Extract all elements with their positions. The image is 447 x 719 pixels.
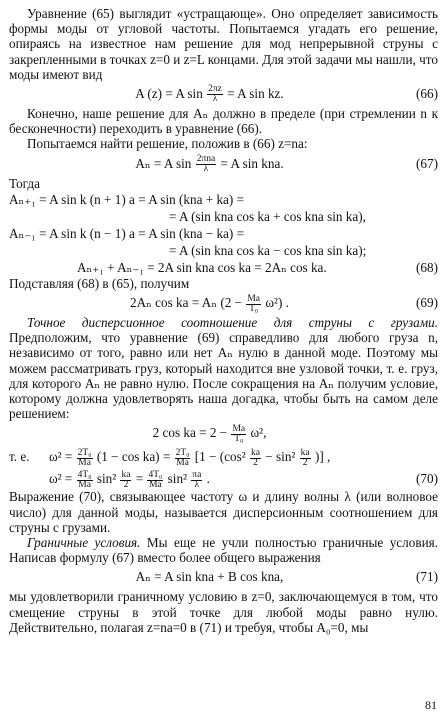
- eq67-fraction: [196, 155, 217, 174]
- paragraph-substitute: Подставляя (68) в (65), получим: [9, 275, 190, 291]
- equation-66: [9, 82, 438, 106]
- eq68-line-1: Aₙ₊₁ = A sin k (n + 1) a = A sin (kna + ka) =: [9, 191, 245, 207]
- eq70b-frac2: [120, 471, 131, 490]
- paragraph-satisfied: мы удовлетворили граничному условию в z=0, заключающемуся в том, что смещение струны в этой точке для любой моды равно нулю. Действительно, полагая z=na=0 в (71) и требуя, чтобы A₀=0, мы: [9, 589, 438, 635]
- eq69-frac-den: T₀: [249, 303, 259, 314]
- equation-70-line-2: [9, 467, 438, 489]
- eq70b-f3d: Ma: [149, 479, 162, 490]
- eqa-frac-den: T₀: [234, 433, 244, 444]
- paragraph-intro: Уравнение (65) выглядит «устращающе». Оно определяет зависимость формы моды от угловой частоты. Попытаемся угадать его решение, опираясь на известное нам решение для мод непрерывной струны с закрепленными в точках z=0 и z=L концами. Для этой задачи мы нашли, что моды имеют вид: [9, 6, 438, 82]
- eq70a-e: )] ,: [314, 449, 331, 465]
- eq70a-f3d: 2: [253, 457, 258, 468]
- eq70b-f2n: ka: [121, 469, 131, 480]
- boundary-heading: Граничные условия.: [27, 535, 141, 551]
- paragraph-dispersion: [9, 315, 438, 421]
- eq69-number: (69): [416, 295, 438, 311]
- eq69-lhs: 2Aₙ cos ka = Aₙ (2 −: [130, 295, 243, 311]
- eq67-frac-num: 2πna: [196, 154, 216, 165]
- eq70a-f3n: ka: [251, 447, 260, 458]
- eqa-rhs: ω²,: [250, 425, 267, 441]
- paragraph-limit: Конечно, наше решение для Aₙ должно в пределе (при стремлении n к бесконечности) переходить в уравнение (66).: [9, 106, 438, 137]
- eq70a-a: ω² =: [49, 449, 73, 465]
- eq70b-f3n: 4T₀: [148, 469, 163, 480]
- eq68-line-4: = A (sin kna cos ka − cos kna sin ka);: [169, 242, 367, 258]
- eq70a-f2d: Ma: [176, 457, 189, 468]
- paragraph-expression: Выражение (70), связывающее частоту ω и длину волны λ (или волновое число) для данной моды, называется дисперсионным соотношением для струны с грузами.: [9, 489, 438, 535]
- eq70a-frac4: [300, 449, 311, 468]
- eq67-number: (67): [416, 155, 438, 171]
- eq70b-a: ω² =: [49, 471, 73, 487]
- eq70a-f1n: 2T₀: [77, 447, 92, 458]
- eq70a-f4n: ka: [300, 447, 310, 458]
- paragraph-try: Попытаемся найти решение, положив в (66) z=na:: [27, 136, 308, 152]
- eq70b-d: sin²: [167, 471, 187, 487]
- equation-68-block: [9, 191, 438, 276]
- equation-cos: [9, 421, 438, 445]
- eq66-rhs: = A sin kz.: [227, 86, 284, 102]
- eq68-line-3: Aₙ₋₁ = A sin k (n − 1) a = A sin (kna − ka) =: [9, 225, 245, 241]
- eq68-line-5-text: Aₙ₊₁ + Aₙ₋₁ = 2A sin kna cos ka = 2Aₙ cos ka.: [77, 259, 327, 275]
- eq70a-f4d: 2: [302, 457, 308, 468]
- eq69-frac-num: Ma: [247, 293, 261, 304]
- boundary-text: Мы еще не учли полностью граничные условия. Написав формулу (67) вместо более общего выражения: [9, 535, 438, 566]
- eq70a-frac2: [175, 449, 191, 468]
- eq71-number: (71): [416, 569, 438, 585]
- paragraph-boundary: [9, 535, 438, 565]
- eq70b-f1d: Ma: [78, 479, 91, 490]
- equation-71: [9, 565, 438, 589]
- eq68-line-2: = A (sin kna cos ka + cos kna sin ka),: [169, 208, 366, 224]
- equation-70-line-1: [9, 445, 438, 467]
- eq69-rhs: ω²) .: [265, 295, 289, 311]
- eq70a-d: − sin²: [265, 449, 296, 465]
- eq70a-frac1: [77, 449, 93, 468]
- eq67-frac-den: λ: [203, 164, 209, 175]
- eq70b-b: sin²: [96, 471, 117, 487]
- eq70a-f2n: 2T₀: [175, 447, 190, 458]
- eqa-frac-num: Ma: [232, 423, 246, 434]
- eq66-fraction: [207, 85, 223, 104]
- eq70b-f2d: 2: [123, 479, 129, 490]
- eq69-fraction: [246, 295, 261, 314]
- eq70a-f1d: Ma: [78, 457, 91, 468]
- eq67-lhs: Aₙ = A sin: [135, 155, 192, 171]
- eq70b-c: =: [135, 471, 144, 487]
- eq70b-f1n: 4T₀: [77, 469, 92, 480]
- eq70b-f4n: πa: [192, 469, 202, 480]
- eqa-fraction: [231, 425, 246, 444]
- dispersion-heading: Точное дисперсионное соотношение для струны с грузами.: [27, 315, 438, 331]
- word-togda: Тогда: [9, 175, 40, 191]
- eq70a-c: [1 − (cos²: [194, 449, 246, 465]
- eq70b-frac4: [191, 471, 202, 490]
- equation-67: [9, 152, 438, 176]
- eq66-lhs: A (z) = A sin: [135, 86, 203, 102]
- eq70b-e: .: [206, 471, 210, 487]
- word-te: т. е.: [9, 449, 30, 465]
- eq70b-frac3: [147, 471, 163, 490]
- eq66-number: (66): [416, 86, 438, 102]
- dispersion-text: Предположим, что уравнение (69) справедливо для любого груза n, независимо от того, равно или нет Aₙ нулю в данной моде. Поэтому мы можем рассматривать груз, который находится вне узловой точки, т. е. груз, для которого Aₙ не равно нулю. После сокращения на Aₙ получим условие, которому должна удовлетворять наша догадка, чтобы быть на самом деле решением:: [9, 330, 438, 422]
- page-number: 81: [425, 697, 437, 712]
- equation-69: [9, 291, 438, 315]
- eq66-frac-den: λ: [212, 94, 218, 105]
- eq70a-b: (1 − cos ka) =: [96, 449, 171, 465]
- eq68-line-5: [9, 259, 438, 276]
- eq70a-frac3: [250, 449, 261, 468]
- eq70-number: (70): [416, 471, 438, 487]
- eq68-number: (68): [416, 259, 438, 275]
- eqa-lhs: 2 cos ka = 2 −: [152, 425, 228, 441]
- eq70b-f4d: λ: [194, 479, 200, 490]
- eq71-text: Aₙ = A sin kna + B cos kna,: [135, 569, 284, 585]
- eq67-rhs: = A sin kna.: [220, 155, 284, 171]
- eq66-frac-num: 2πz: [208, 84, 222, 95]
- eq70b-frac1: [77, 471, 93, 490]
